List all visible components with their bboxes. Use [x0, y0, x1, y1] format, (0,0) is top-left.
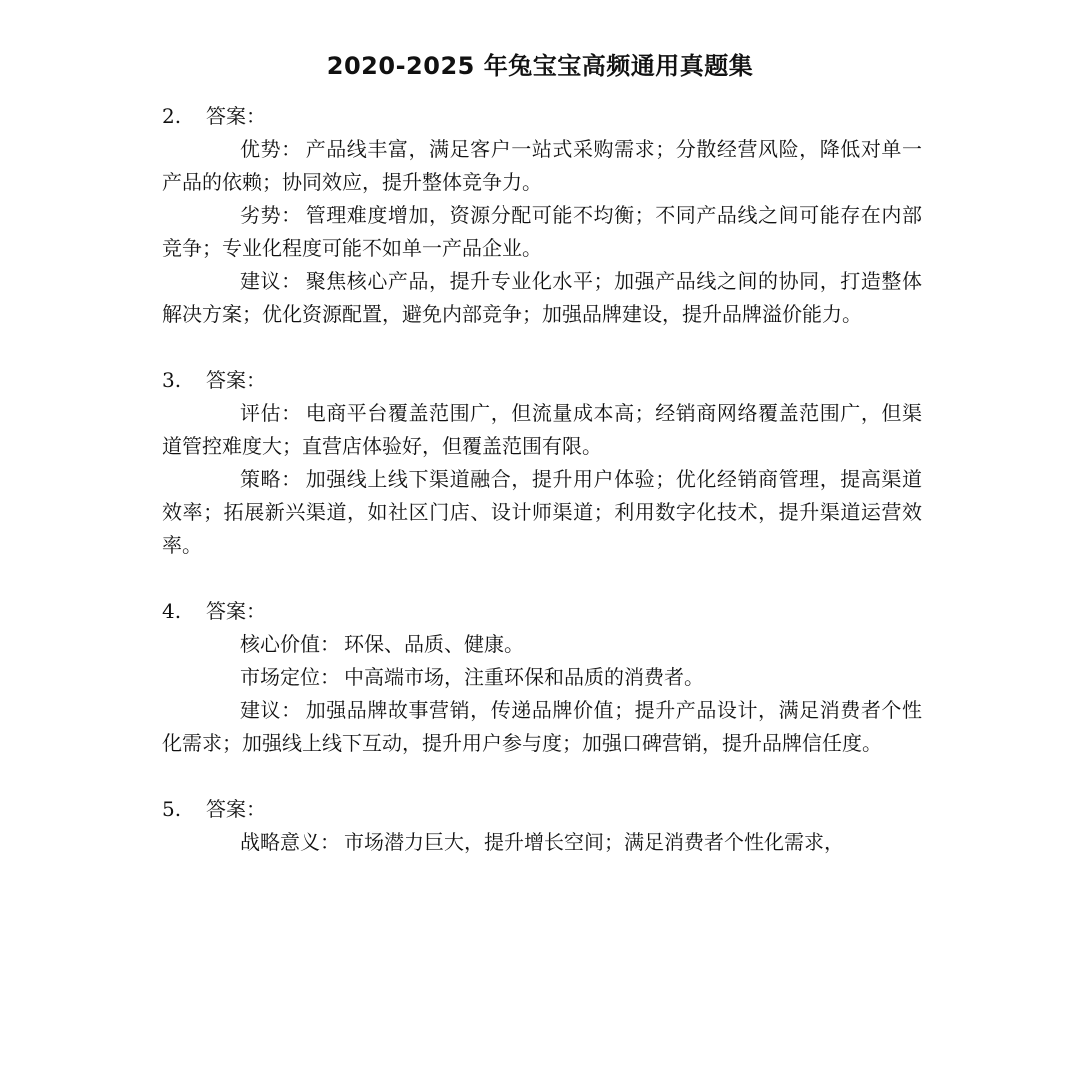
answer-section — [162, 364, 922, 562]
paragraph-text: 聚焦核心产品，提升专业化水平；加强产品线之间的协同，打造整体解决方案；优化资源配置，避免内部竞争；加强品牌建设，提升品牌溢价能力。 — [162, 269, 922, 326]
question-number: 4. — [162, 599, 182, 623]
paragraph-text: 中高端市场，注重环保和品质的消费者。 — [344, 665, 704, 689]
paragraph-text: 加强线上线下渠道融合，提升用户体验；优化经销商管理，提高渠道效率；拓展新兴渠道，如社区门店、设计师渠道；利用数字化技术，提升渠道运营效率。 — [162, 467, 922, 557]
answer-label: 答案： — [206, 797, 266, 821]
answer-paragraph — [162, 628, 922, 661]
paragraph-label: 优势： — [240, 137, 302, 161]
question-number: 5. — [162, 797, 182, 821]
paragraph-label: 市场定位： — [240, 665, 340, 689]
section-heading — [162, 595, 922, 628]
answer-label: 答案： — [206, 368, 266, 392]
answer-label: 答案： — [206, 104, 266, 128]
answer-paragraph — [162, 694, 922, 760]
paragraph-text: 市场潜力巨大，提升增长空间；满足消费者个性化需求， — [344, 830, 844, 854]
page-title: 2020-2025 年兔宝宝高频通用真题集 — [326, 52, 754, 80]
answer-paragraph — [162, 463, 922, 562]
paragraph-text: 电商平台覆盖范围广，但流量成本高；经销商网络覆盖范围广，但渠道管控难度大；直营店体验好，但覆盖范围有限。 — [162, 401, 922, 458]
paragraph-label: 核心价值： — [240, 632, 340, 656]
document-body — [162, 100, 922, 892]
paragraph-text: 产品线丰富，满足客户一站式采购需求；分散经营风险，降低对单一产品的依赖；协同效应，提升整体竞争力。 — [162, 137, 922, 194]
answer-paragraph — [162, 826, 922, 859]
paragraph-label: 评估： — [240, 401, 302, 425]
paragraph-label: 建议： — [240, 698, 302, 722]
question-number: 3. — [162, 368, 182, 392]
question-number: 2. — [162, 104, 182, 128]
paragraph-text: 加强品牌故事营销，传递品牌价值；提升产品设计，满足消费者个性化需求；加强线上线下互动，提升用户参与度；加强口碑营销，提升品牌信任度。 — [162, 698, 922, 755]
answer-label: 答案： — [206, 599, 266, 623]
answer-section — [162, 793, 922, 859]
answer-paragraph — [162, 133, 922, 199]
answer-paragraph — [162, 265, 922, 331]
section-heading — [162, 793, 922, 826]
paragraph-label: 建议： — [240, 269, 302, 293]
answer-paragraph — [162, 397, 922, 463]
answer-paragraph — [162, 661, 922, 694]
paragraph-label: 劣势： — [240, 203, 302, 227]
section-heading — [162, 364, 922, 397]
paragraph-text: 管理难度增加，资源分配可能不均衡；不同产品线之间可能存在内部竞争；专业化程度可能不如单一产品企业。 — [162, 203, 922, 260]
paragraph-label: 策略： — [240, 467, 302, 491]
answer-section — [162, 100, 922, 331]
paragraph-label: 战略意义： — [240, 830, 340, 854]
answer-paragraph — [162, 199, 922, 265]
paragraph-text: 环保、品质、健康。 — [344, 632, 524, 656]
section-heading — [162, 100, 922, 133]
answer-section — [162, 595, 922, 760]
